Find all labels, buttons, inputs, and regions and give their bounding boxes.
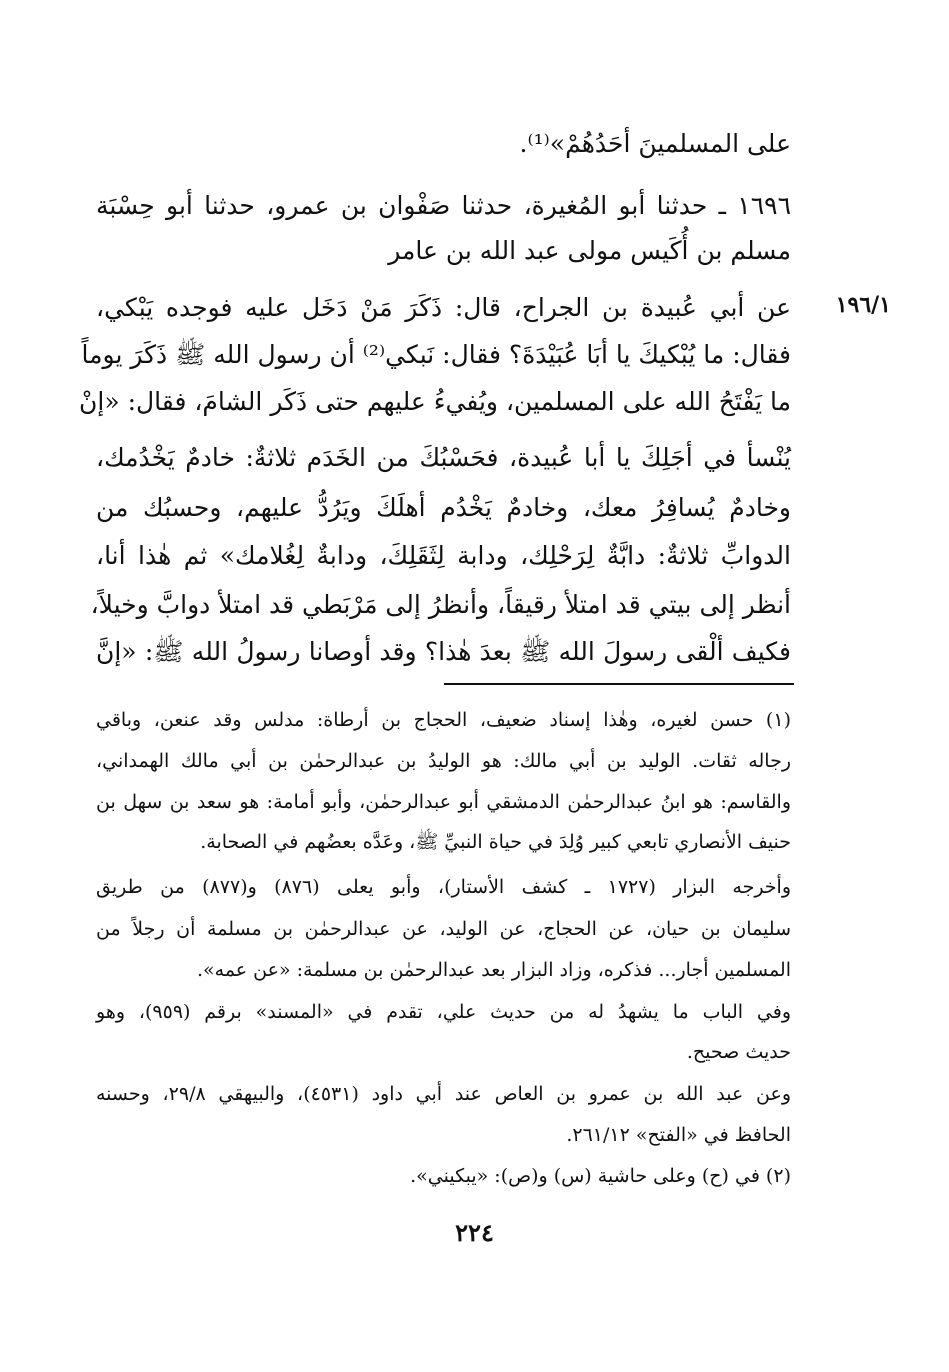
hadith-number-line: ١٦٩٦ ـ حدثنا أبو المُغيرة، حدثنا صَفْوان بن عمرو، حدثنا أبو حِسْبَة — [96, 191, 791, 220]
body-line-1: على المسلمينَ أحَدُهُمْ»⁽¹⁾. — [519, 129, 791, 158]
footnote-line-10: وعن عبد الله بن عمرو بن العاص عند أبي داود (٤٥٣١)، والبيهقي ٢٩/٨، وحسنه — [96, 1083, 791, 1105]
body-line-9: الدوابِّ ثلاثةٌ: دابَّةٌ لِرَحْلِك، ودابة لِثَقَلِكَ، ودابةٌ لِغُلامك» ثم هٰذا أنا، — [96, 541, 791, 570]
body-line-3: مسلم بن أُكَيس مولى عبد الله بن عامر — [388, 236, 791, 265]
body-line-7: يُنْسأ في أجَلِكَ يا أبا عُبيدة، فحَسْبُكَ من الخَدَم ثلاثةٌ: خادمٌ يَخْدُمك، — [96, 443, 791, 472]
footnote-line-1: (١) حسن لغيره، وهٰذا إسناد ضعيف، الحجاج بن أرطاة: مدلس وقد عنعن، وباقي — [96, 709, 791, 731]
footnote-line-3: والقاسم: هو ابنُ عبدالرحمٰن الدمشقي أبو عبدالرحمٰن، وأبو أمامة: هو سعد بن سهل بن — [96, 791, 791, 813]
footnote-line-4: حنيف الأنصاري تابعي كبير وُلِدَ في حياة النبيِّ ﷺ، وعَدَّه بعضُهم في الصحابة. — [200, 831, 791, 853]
body-line-10: أنظر إلى بيتي قد امتلأ رقيقاً، وأنظرُ إلى مَرْبَطي قد امتلأ دوابَّ وخيلاً، — [90, 590, 791, 619]
footnote-line-9: حديث صحيح. — [686, 1041, 791, 1063]
footnote-separator — [444, 683, 794, 685]
footnote-line-7: المسلمين أجار... فذكره، وزاد البزار بعد عبدالرحمٰن بن مسلمة: «عن عمه». — [196, 959, 791, 981]
footnote-line-8: وفي الباب ما يشهدُ له من حديث علي، تقدم في «المسند» برقم (٩٥٩)، وهو — [96, 1001, 791, 1023]
body-line-8: وخادمٌ يُسافِرُ معك، وخادمٌ يَخْدُم أهلَكَ ويَرُدُّ عليهم، وحسبُك من — [96, 493, 791, 522]
body-line-11: فكيف ألْقى رسولَ الله ﷺ بعدَ هٰذا؟ وقد أوصانا رسولُ الله ﷺ: «إنَّ — [96, 637, 791, 666]
footnote-line-2: رجاله ثقات. الوليد بن أبي مالك: هو الوليدُ بن عبدالرحمٰن بن أبي مالك الهمداني، — [96, 750, 791, 772]
body-line-5: فقال: ما يُبْكيكَ يا أبَا عُبَيْدَةَ؟ فقال: نَبكي⁽²⁾ أن رسول الله ﷺ ذَكَرَ يوماً — [81, 340, 791, 369]
footnote-line-6: سليمان بن حيان، عن الحجاج، عن الوليد، عن عبدالرحمٰن بن مسلمة أن رجلاً من — [96, 918, 791, 940]
footnote-line-5: وأخرجه البزار (١٧٢٧ ـ كشف الأستار)، وأبو يعلى (٨٧٦) و(٨٧٧) من طريق — [96, 876, 791, 898]
footnote-line-12: (٢) في (ح) وعلى حاشية (س) و(ص): «يبكيني». — [410, 1165, 791, 1187]
body-line-6: ما يَفْتَحُ الله على المسلمين، ويُفيءُ عليهم حتى ذَكَر الشامَ، فقال: «إنْ — [79, 387, 791, 416]
body-line-4: عن أبي عُبيدة بن الجراح، قال: ذَكَرَ مَنْ دَخَل عليه فوجده يَبْكي، — [96, 293, 791, 322]
footnote-line-11: الحافظ في «الفتح» ٢٦١/١٢. — [566, 1124, 791, 1146]
page-number: ٢٢٤ — [455, 1218, 494, 1247]
volume-page-reference: ١٩٦/١ — [835, 292, 891, 318]
